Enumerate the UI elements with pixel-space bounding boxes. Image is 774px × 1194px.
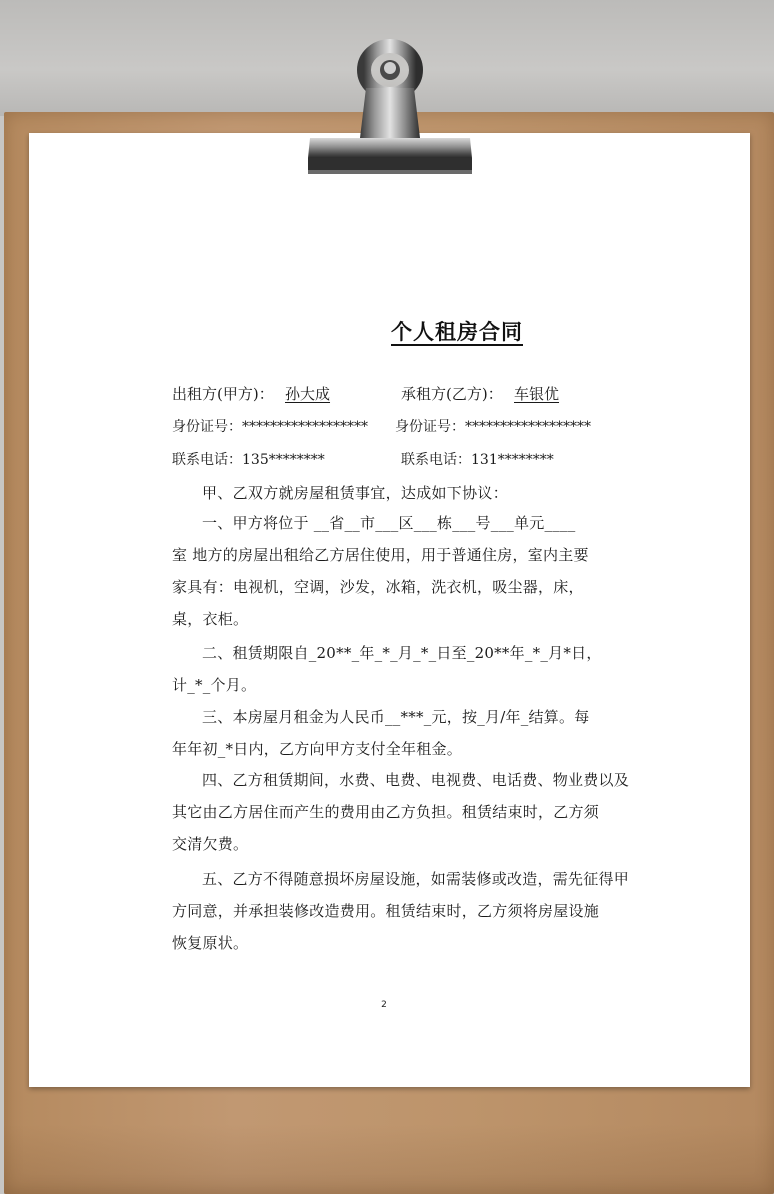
clause-1-line: 桌，衣柜。 [172, 610, 249, 628]
lessee-label: 承租方(乙方)： [401, 385, 503, 403]
clause-2-line: 计_*_个月。 [172, 676, 257, 694]
lessee-id: 身份证号：****************** [395, 419, 591, 435]
agreement-intro: 甲、乙双方就房屋租赁事宜，达成如下协议： [202, 484, 509, 502]
clause-5-line: 方同意，并承担装修改造费用。租赁结束时，乙方须将房屋设施 [172, 902, 600, 920]
lessor-name: 孙大成 [285, 385, 331, 403]
lessor-phone: 联系电话：135******** [172, 452, 325, 468]
clause-1-line: 家具有：电视机，空调，沙发，冰箱，洗衣机，吸尘器，床， [172, 578, 584, 596]
clause-4-line: 其它由乙方居住而产生的费用由乙方负担。租赁结束时，乙方须 [172, 803, 600, 821]
lessor-id: 身份证号：****************** [172, 419, 368, 435]
clause-2-line: 二、租赁期限自_20**_年_*_月_*_日至_20**年_*_月*日， [202, 644, 602, 662]
clause-3-line: 三、本房屋月租金为人民币__***_元，按_月/年_结算。每 [202, 708, 590, 726]
contract-title: 个人租房合同 [391, 319, 523, 344]
clause-4 [172, 764, 630, 860]
clause-4-line: 交清欠费。 [172, 835, 249, 853]
clause-2 [172, 637, 606, 701]
lessee-phone: 联系电话：131******** [401, 452, 554, 468]
board-shadow [4, 1124, 774, 1194]
lessee-name: 车银优 [514, 385, 560, 403]
contract-paper [29, 133, 750, 1087]
clause-5 [172, 863, 630, 959]
clause-1-line: 一、甲方将位于 __省__市___区___栋___号___单元____ [202, 514, 576, 532]
binder-clip-icon [300, 26, 480, 176]
clause-4-line: 四、乙方租赁期间，水费、电费、电视费、电话费、物业费以及 [202, 771, 630, 789]
clause-5-line: 恢复原状。 [172, 934, 249, 952]
clause-1-line: 室 地方的房屋出租给乙方居住使用，用于普通住房，室内主要 [172, 546, 589, 564]
lessor-label: 出租方(甲方)： [172, 385, 274, 403]
clause-5-line: 五、乙方不得随意损坏房屋设施，如需装修或改造，需先征得甲 [202, 870, 630, 888]
clause-1 [172, 507, 606, 635]
clause-3-line: 年年初_*日内，乙方向甲方支付全年租金。 [172, 740, 463, 758]
page-number: 2 [381, 1000, 387, 1010]
clause-3 [172, 701, 606, 765]
